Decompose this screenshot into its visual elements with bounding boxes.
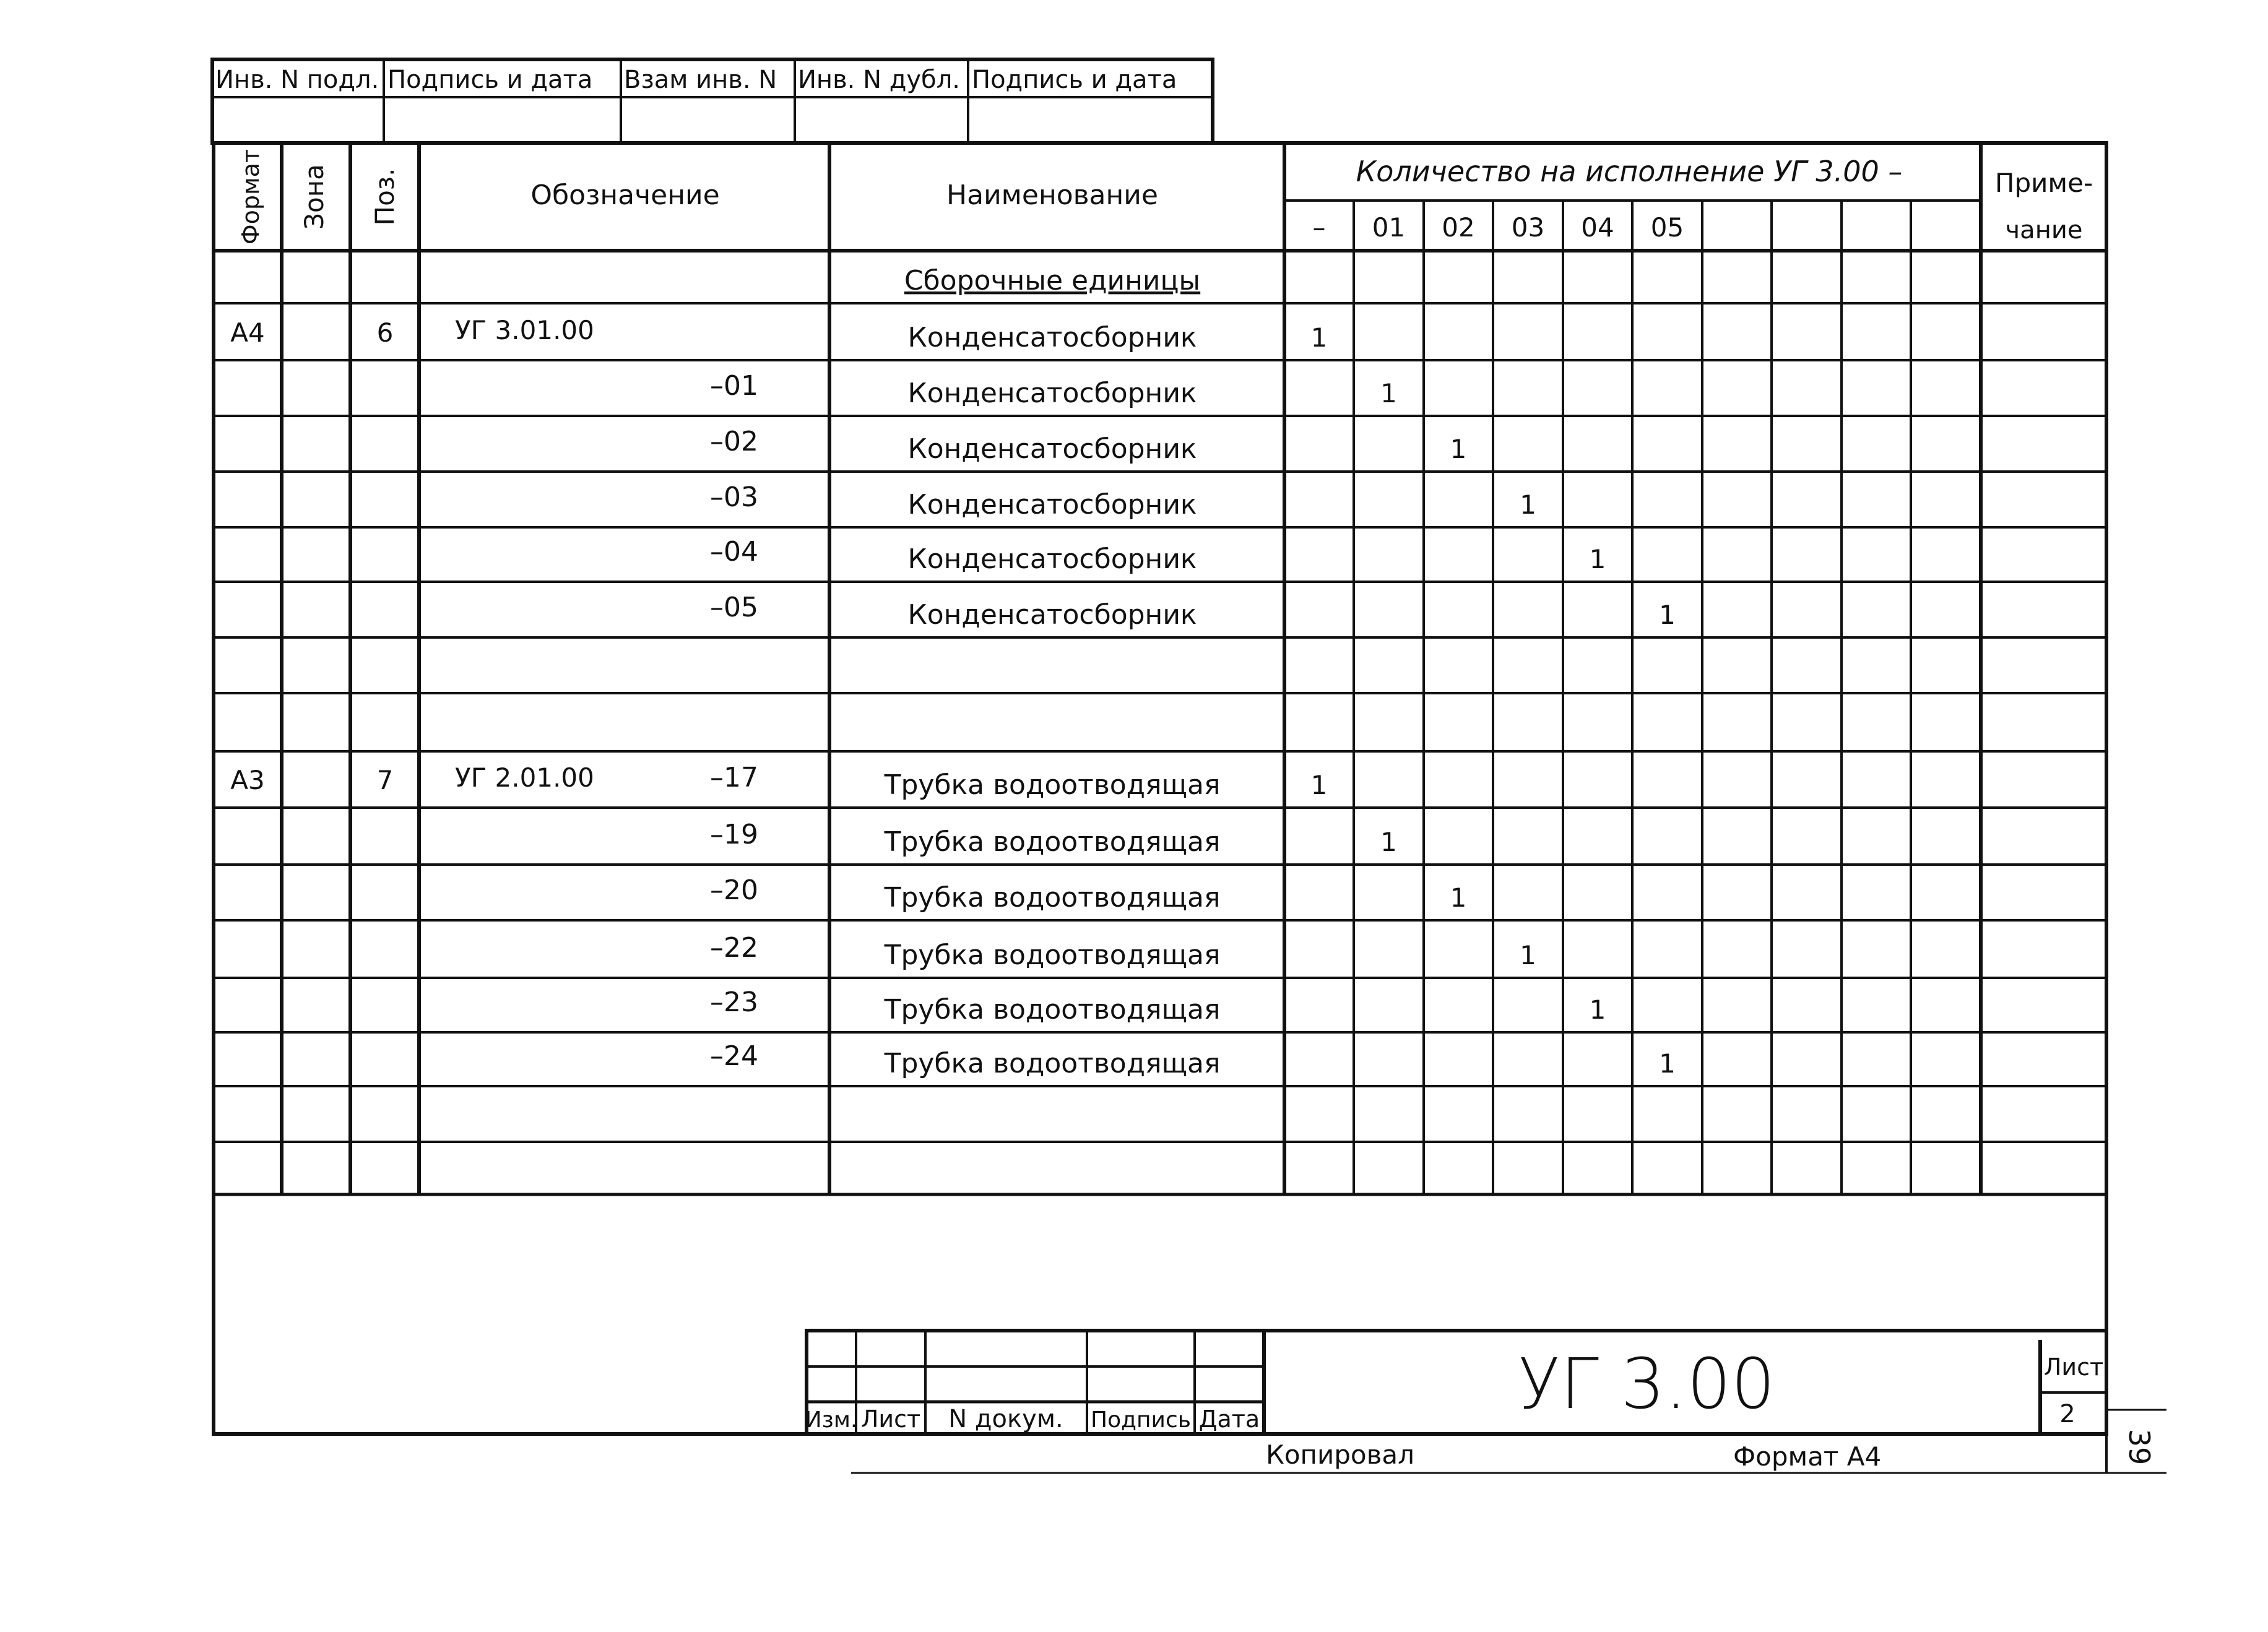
row-name: Конденсатосборник bbox=[907, 599, 1197, 631]
row-format: А3 bbox=[230, 765, 265, 795]
stamp-vzam-inv: Взам инв. N bbox=[624, 66, 777, 94]
row-position: 7 bbox=[376, 765, 394, 795]
row-designation-suffix: –20 bbox=[710, 874, 758, 906]
row-quantity: 1 bbox=[1380, 378, 1397, 408]
header-note-line1: Приме- bbox=[1994, 168, 2093, 198]
row-designation-suffix: –22 bbox=[710, 932, 758, 964]
header-qty-title: Количество на исполнение УГ 3.00 – bbox=[1356, 155, 1903, 188]
row-designation: УГ 3.01.00 bbox=[455, 315, 594, 345]
row-position: 6 bbox=[376, 317, 394, 348]
row-designation-suffix: –02 bbox=[710, 426, 758, 457]
row-name: Трубка водоотводящая bbox=[884, 939, 1221, 971]
stamp-signature-date-1: Подпись и дата bbox=[387, 66, 593, 94]
variant-header: 01 bbox=[1372, 212, 1406, 243]
header-designation: Обозначение bbox=[530, 179, 720, 211]
variant-header: – bbox=[1312, 212, 1326, 243]
row-quantity: 1 bbox=[1380, 827, 1397, 857]
tb-header-data: Дата bbox=[1198, 1405, 1260, 1433]
tb-header-podpis: Подпись bbox=[1091, 1407, 1191, 1433]
row-designation-suffix: –23 bbox=[710, 987, 758, 1018]
row-name: Трубка водоотводящая bbox=[884, 1048, 1221, 1079]
archive-stamp-labels bbox=[215, 66, 1177, 94]
stamp-inv-podl: Инв. N подл. bbox=[215, 66, 379, 94]
row-name: Трубка водоотводящая bbox=[884, 882, 1221, 913]
stamp-inv-dubl: Инв. N дубл. bbox=[798, 66, 960, 94]
row-quantity: 1 bbox=[1520, 490, 1536, 520]
row-name: Трубка водоотводящая bbox=[884, 826, 1221, 858]
row-quantity: 1 bbox=[1659, 1048, 1676, 1079]
row-designation-suffix: –17 bbox=[710, 762, 758, 793]
format-label: Формат А4 bbox=[1733, 1441, 1882, 1472]
row-format: А4 bbox=[230, 317, 265, 348]
header-name: Наименование bbox=[946, 179, 1158, 211]
copied-label: Копировал bbox=[1266, 1440, 1414, 1470]
variant-header: 02 bbox=[1442, 212, 1475, 243]
row-designation-suffix: –05 bbox=[710, 592, 758, 623]
sheet-number: 2 bbox=[2059, 1400, 2075, 1428]
variant-header: 05 bbox=[1650, 212, 1684, 243]
row-designation: УГ 2.01.00 bbox=[455, 762, 594, 793]
variant-header: 03 bbox=[1511, 212, 1545, 243]
stamp-signature-date-2: Подпись и дата bbox=[972, 66, 1177, 94]
document-code: УГ 3.00 bbox=[1518, 1344, 1775, 1425]
row-quantity: 1 bbox=[1310, 322, 1328, 353]
row-quantity: 1 bbox=[1450, 434, 1467, 464]
row-quantity: 1 bbox=[1589, 544, 1606, 574]
header-note-line2: чание bbox=[2005, 216, 2083, 244]
row-name: Трубка водоотводящая bbox=[884, 769, 1221, 801]
row-name: Конденсатосборник bbox=[907, 543, 1197, 575]
row-designation-suffix: –04 bbox=[710, 536, 758, 568]
row-quantity: 1 bbox=[1659, 600, 1676, 630]
page-number: 39 bbox=[2123, 1428, 2156, 1466]
row-designation-suffix: –03 bbox=[710, 481, 758, 513]
row-designation-suffix: –24 bbox=[710, 1040, 758, 1072]
row-name: Конденсатосборник bbox=[907, 378, 1197, 409]
row-quantity: 1 bbox=[1520, 940, 1536, 970]
row-name: Трубка водоотводящая bbox=[884, 994, 1221, 1025]
row-quantity: 1 bbox=[1450, 883, 1467, 913]
tb-header-list: Лист bbox=[860, 1405, 921, 1433]
row-name: Конденсатосборник bbox=[907, 489, 1197, 520]
variant-header: 04 bbox=[1581, 212, 1614, 243]
tb-header-n-dokum: N докум. bbox=[948, 1405, 1063, 1433]
row-designation-suffix: –01 bbox=[710, 370, 758, 402]
table-row bbox=[904, 265, 1200, 296]
header-format: Формат bbox=[237, 149, 264, 245]
row-name: Конденсатосборник bbox=[907, 322, 1197, 353]
row-designation-suffix: –19 bbox=[710, 819, 758, 850]
row-quantity: 1 bbox=[1310, 770, 1328, 800]
row-quantity: 1 bbox=[1589, 995, 1606, 1025]
tb-header-izm: Изм. bbox=[805, 1407, 858, 1433]
sheet-label: Лист bbox=[2043, 1354, 2104, 1381]
header-zone: Зона bbox=[299, 164, 329, 230]
header-pos: Поз. bbox=[370, 168, 400, 226]
row-name: Конденсатосборник bbox=[907, 433, 1197, 465]
section-heading: Сборочные единицы bbox=[904, 265, 1201, 296]
